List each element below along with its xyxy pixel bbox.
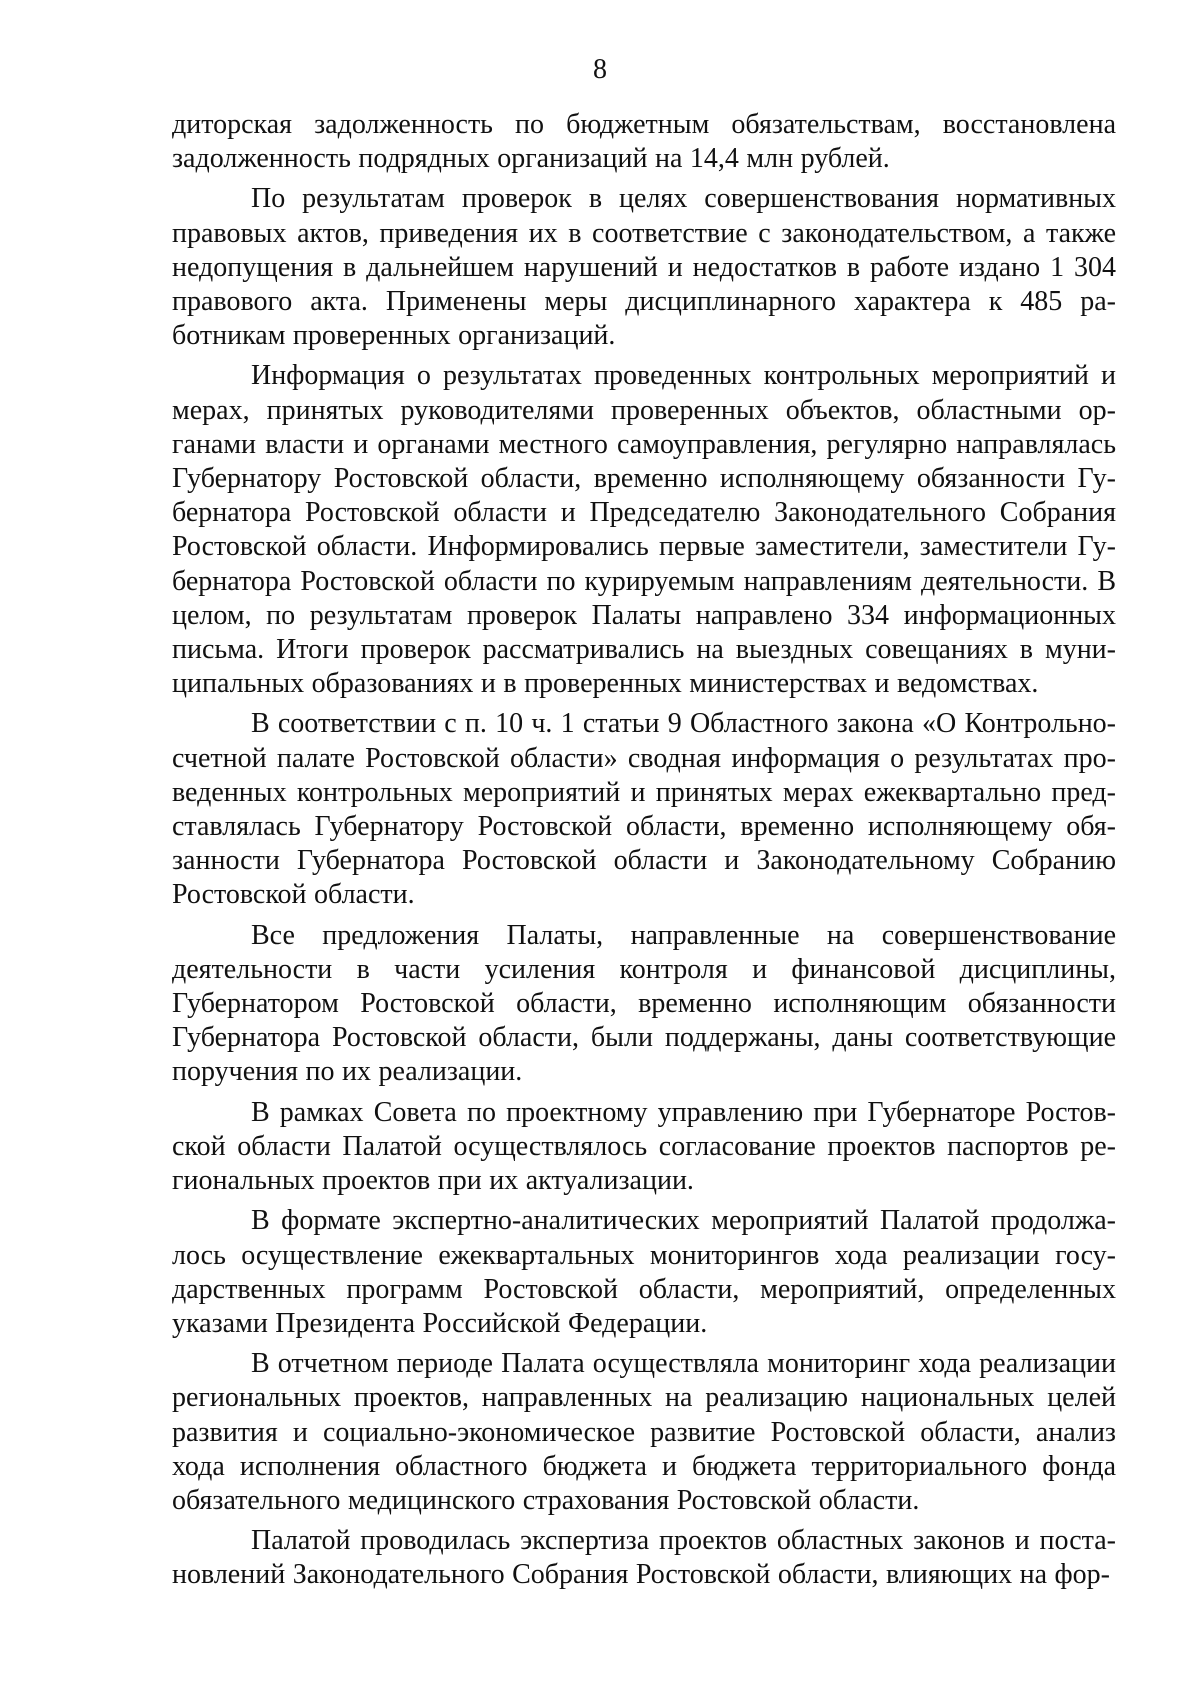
paragraph-regional-projects: В отчетном периоде Палата осуществляла мониторинг хода реализации региональных проектов, направленных на реализацию национальных целей развития и социально-экономическое развитие Ростовской области, анализ хода исполнения областного бюджета и бюджета территориального фонда обязательного медицинского страхования Ростовской области.	[172, 1348, 1116, 1516]
paragraph-quarterly-summary: В соответствии с п. 10 ч. 1 статьи 9 Областного закона «О Контрольно-счетной палате Ростовской области» сводная информация о результатах проведенных контрольных мероприятий и принятых мерах ежеквартально представлялась Губернатору Ростовской области, временно исполняющему обязанности Губернатора Ростовской области и Законодательному Собранию Ростовской области.	[172, 708, 1116, 911]
paragraph-legal-acts: По результатам проверок в целях совершенствования нормативных правовых актов, приведения их в соответствие с законодательством, а также недопущения в дальнейшем нарушений и недостатков в работе издано 1 304 правового акта. Применены меры дисциплинарного характера к 485 работникам проверенных организаций.	[172, 183, 1116, 352]
paragraph-monitoring-programs: В формате экспертно-аналитических мероприятий Палатой продолжалось осуществление ежеквартальных мониторингов хода реализации государственных программ Ростовской области, мероприятий, определенных указами Президента Российской Федерации.	[172, 1205, 1116, 1339]
document-body	[172, 108, 1116, 1593]
paragraph-proposals-supported: Все предложения Палаты, направленные на совершенствование деятельности в части усиления контроля и финансовой дисциплины, Губернатором Ростовской области, временно исполняющим обязанности Губернатора Ростовской области, были поддержаны, даны соответствующие поручения по их реализации.	[172, 919, 1116, 1088]
paragraph-information-reports: Информация о результатах проведенных контрольных мероприятий и мерах, принятых руководителями проверенных объектов, областными органами власти и органами местного самоуправления, регулярно направлялась Губернатору Ростовской области, временно исполняющему обязанности Губернатора Ростовской области и Председателю Законодательного Собрания Ростовской области. Информировались первые заместители, заместители Губернатора Ростовской области по курируемым направлениям деятельности. В целом, по результатам проверок Палаты направлено 334 информационных письма. Итоги проверок рассматривались на выездных совещаниях в муниципальных образованиях и в проверенных министерствах и ведомствах.	[172, 360, 1116, 700]
paragraph-continuation: диторская задолженность по бюджетным обязательствам, восстановлена задолженность подрядных организаций на 14,4 млн рублей.	[172, 109, 1116, 175]
paragraph-legislation-review: Палатой проводилась экспертиза проектов областных законов и постановлений Законодательного Собрания Ростовской области, влияющих на фор-	[172, 1525, 1116, 1591]
page-number: 8	[593, 54, 607, 85]
paragraph-project-council: В рамках Совета по проектному управлению при Губернаторе Ростовской области Палатой осуществлялось согласование проектов паспортов региональных проектов при их актуализации.	[172, 1096, 1116, 1197]
